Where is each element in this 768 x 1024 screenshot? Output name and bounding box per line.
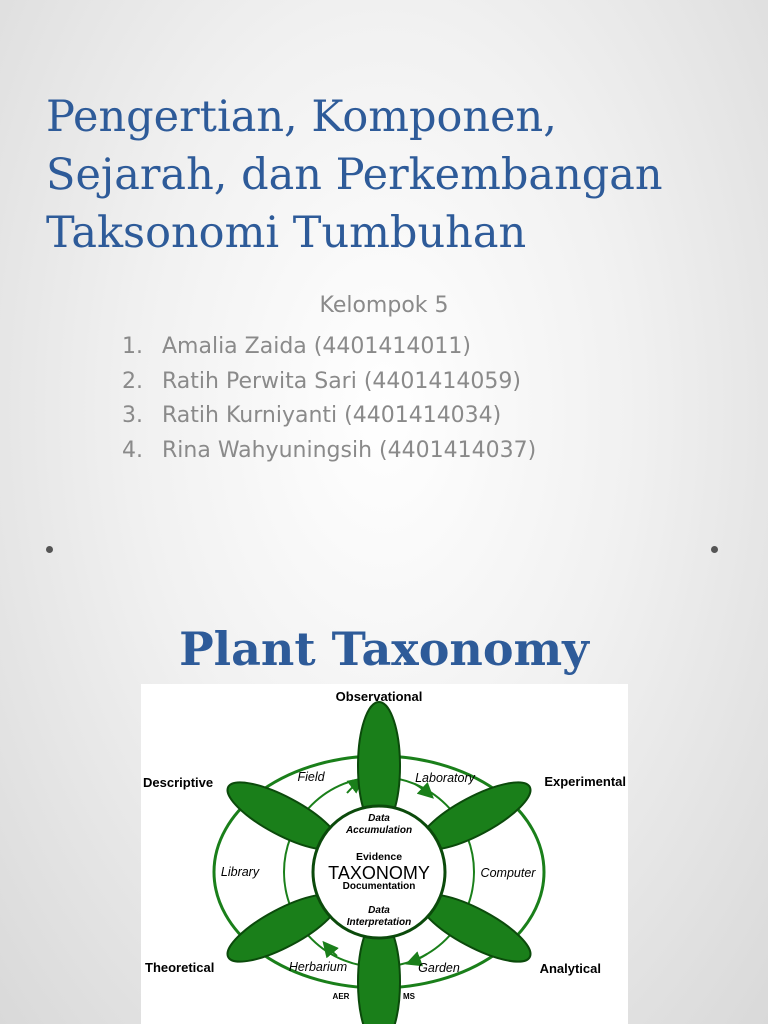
label-computer: Computer: [480, 866, 536, 880]
taxonomy-diagram: [141, 684, 628, 1024]
label-aer: AER: [332, 992, 350, 1001]
member-name: Rina Wahyuningsih (4401414037): [162, 437, 537, 463]
label-taxonomy: TAXONOMY: [328, 863, 430, 883]
group-heading: Kelompok 5: [319, 293, 449, 318]
label-data-top: Data: [368, 813, 390, 824]
section-title: Plant Taxonomy: [179, 622, 589, 676]
bullet-dot-left: [46, 546, 53, 553]
slide-title: Pengertian, Komponen, Sejarah, dan Perkembangan Taksonomi Tumbuhan: [46, 92, 663, 258]
label-interpretation: Interpretation: [346, 917, 412, 928]
list-item: [122, 434, 536, 469]
label-field: Field: [297, 770, 325, 784]
label-ms: MS: [403, 992, 415, 1001]
member-name: Ratih Kurniyanti (4401414034): [162, 403, 502, 428]
list-item: [122, 365, 536, 400]
list-number: 1.: [122, 334, 143, 359]
member-list: [122, 330, 536, 468]
list-item: [122, 399, 536, 434]
label-laboratory: Laboratory: [415, 771, 475, 785]
label-documentation: Documentation: [342, 881, 416, 892]
label-herbarium: Herbarium: [288, 960, 348, 974]
label-garden: Garden: [418, 961, 460, 975]
label-observational: Observational: [335, 689, 423, 704]
list-number: 4.: [122, 437, 143, 463]
member-name: Amalia Zaida (4401414011): [162, 334, 471, 359]
list-number: 3.: [122, 403, 143, 428]
bullet-dot-right: [711, 546, 718, 553]
label-library: Library: [220, 865, 260, 879]
label-accumulation: Accumulation: [345, 825, 413, 836]
label-analytical: Analytical: [539, 961, 601, 976]
label-evidence: Evidence: [355, 851, 403, 863]
label-theoretical: Theoretical: [145, 960, 215, 975]
label-data-bottom: Data: [368, 905, 390, 916]
label-descriptive: Descriptive: [143, 775, 214, 790]
member-name: Ratih Perwita Sari (4401414059): [162, 368, 521, 394]
list-number: 2.: [122, 368, 143, 394]
label-experimental: Experimental: [544, 774, 626, 789]
list-item: [122, 330, 536, 365]
